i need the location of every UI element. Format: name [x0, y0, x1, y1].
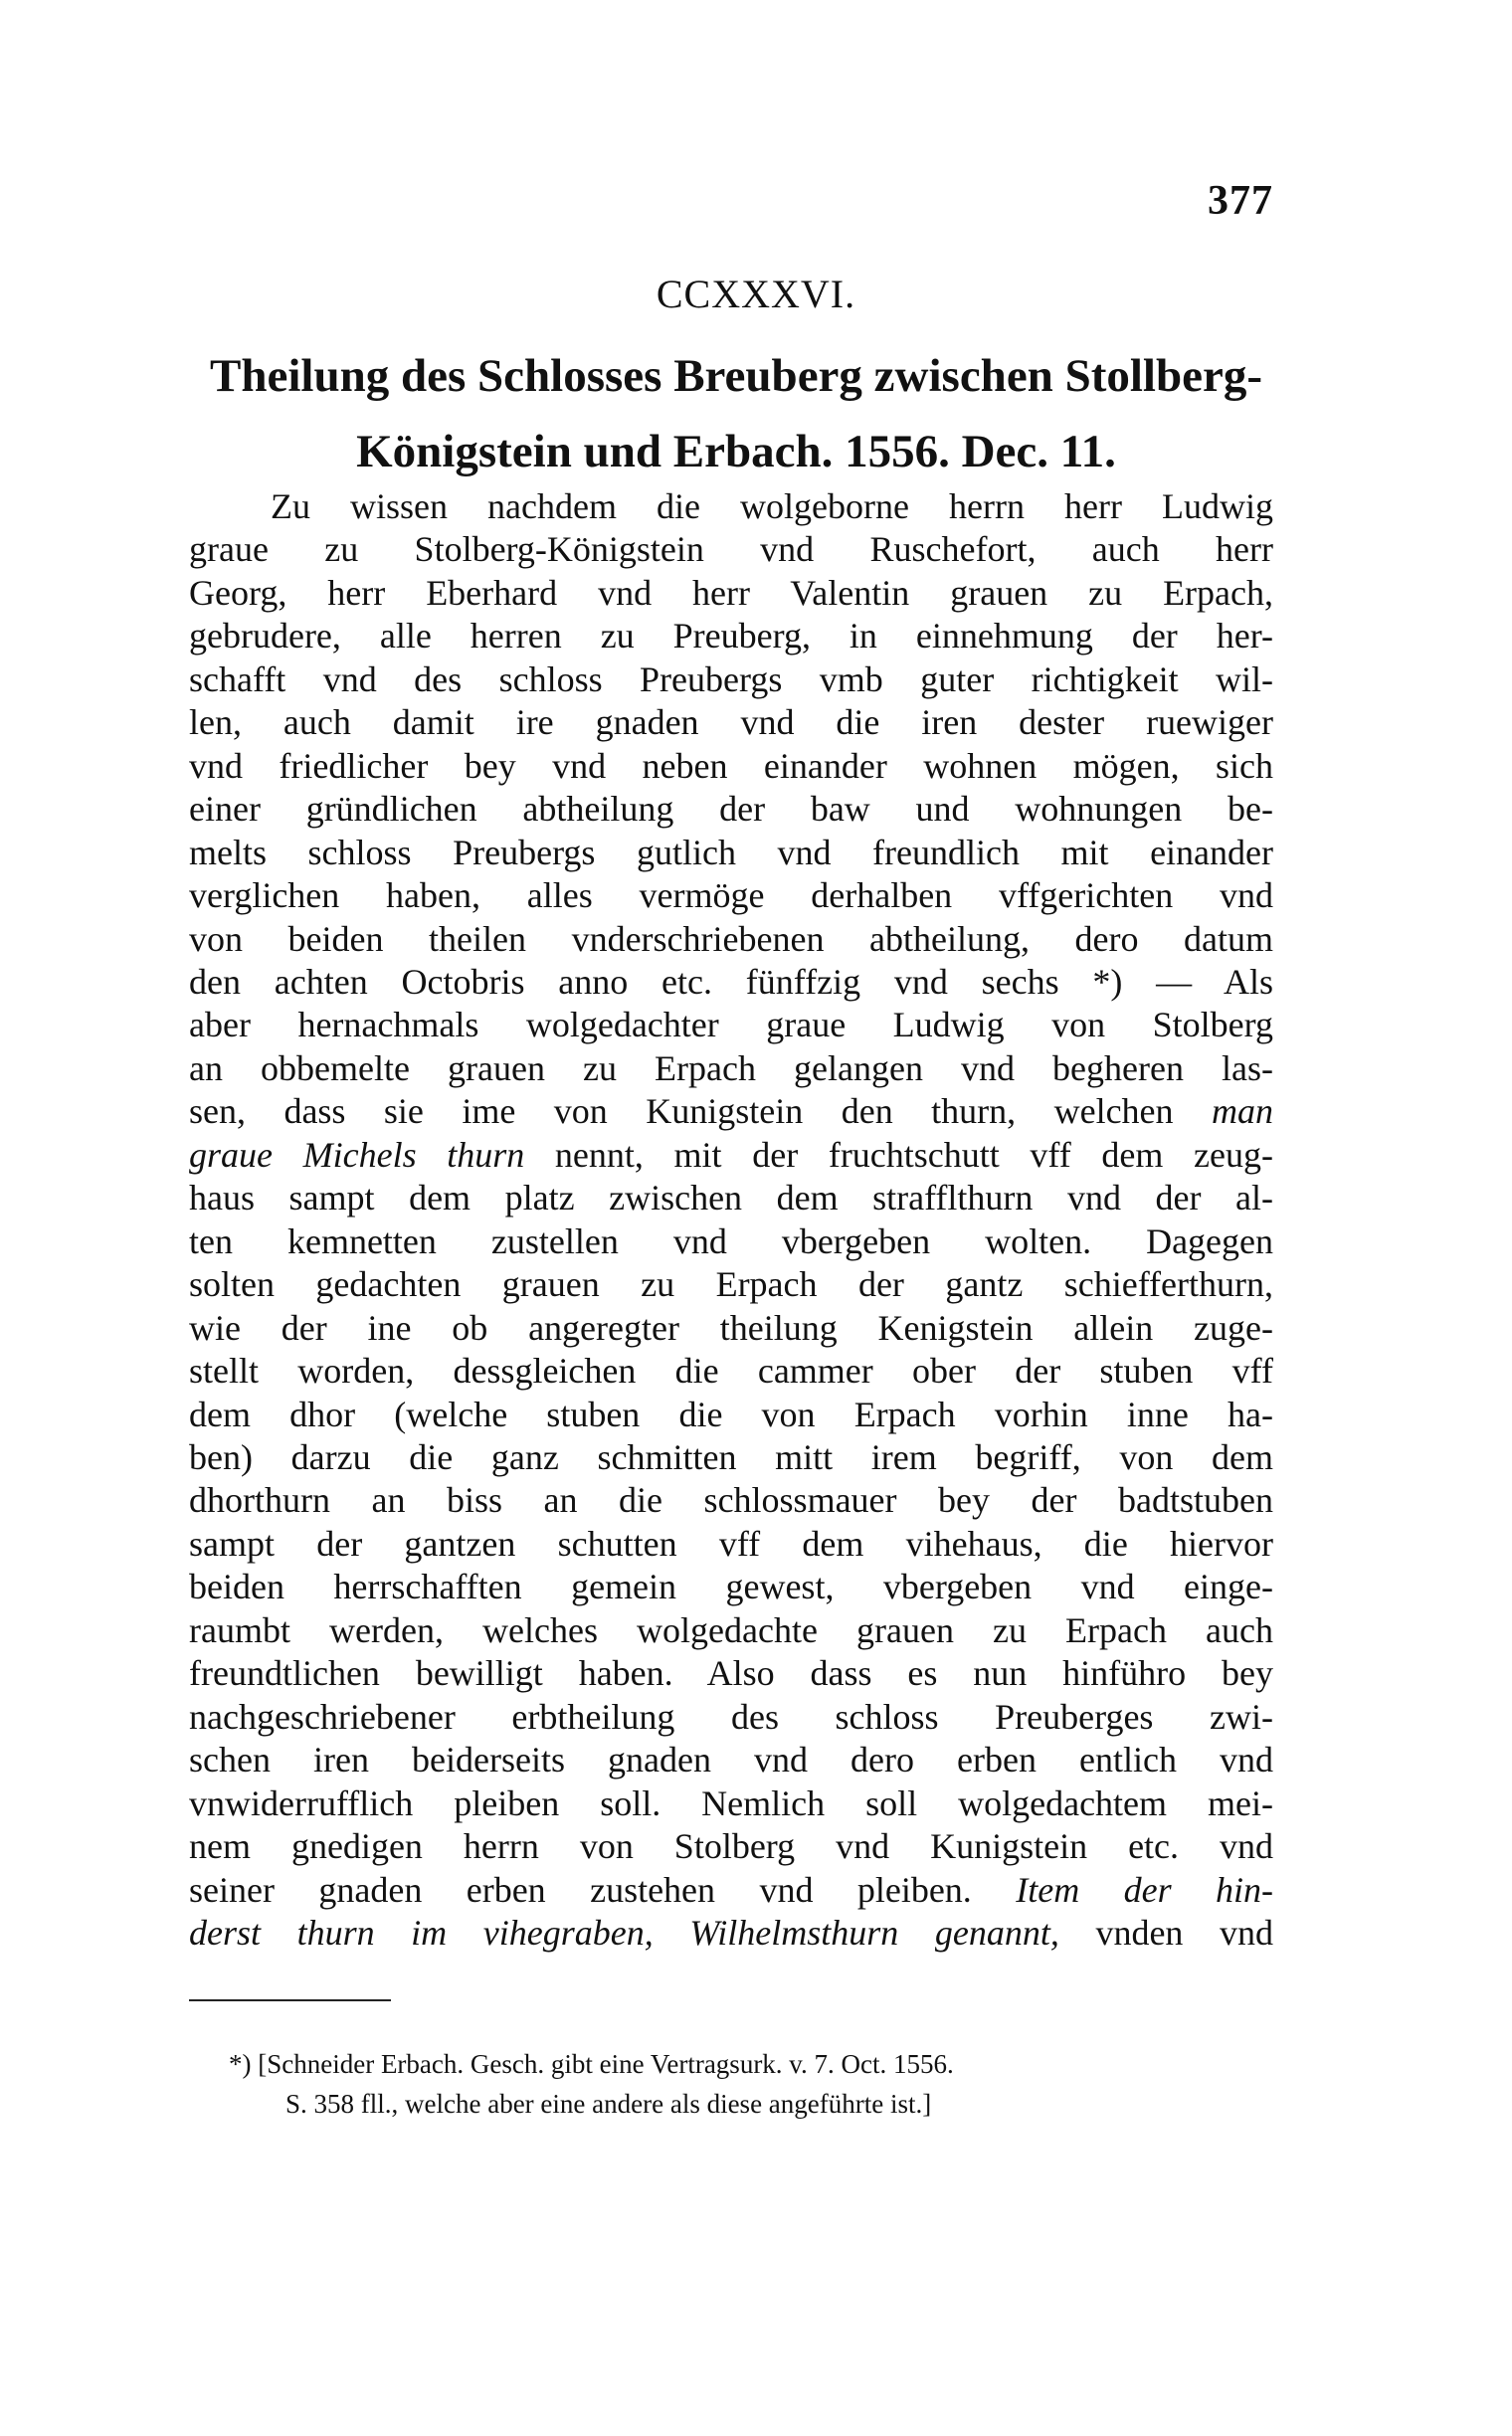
text-line: raumbt werden, welches wolgedachte grauen zu Erpach auch [189, 1609, 1273, 1650]
text-line: an obbemelte grauen zu Erpach gelangen vnd begheren las- [189, 1047, 1273, 1088]
text-line: den achten Octobris anno etc. fünffzig vnd sechs *) — Als [189, 961, 1273, 1002]
document-title [189, 338, 1283, 489]
text-line: dhorthurn an biss an die schlossmauer bey der badtstuben [189, 1480, 1273, 1521]
text-line: vnwiderrufflich pleiben soll. Nemlich soll wolgedachtem mei- [189, 1782, 1273, 1823]
text-line: schafft vnd des schloss Preubergs vmb guter richtigkeit wil- [189, 658, 1273, 699]
text-segment: seiner gnaden erben zustehen vnd pleiben. [189, 1869, 972, 1910]
text-line: beiden herrschafften gemein gewest, vbergeben vnd einge- [189, 1567, 1273, 1607]
footnote-line-2: S. 358 fll., welche aber eine andere als diese angeführte ist.] [285, 2089, 932, 2119]
text-line: nachgeschriebener erbtheilung des schloss Preuberges zwi- [189, 1696, 1273, 1737]
text-line: ben) darzu die ganz schmitten mitt irem begriff, von dem [189, 1436, 1273, 1477]
text-line: verglichen haben, alles vermöge derhalben vffgerichten vnd [189, 875, 1273, 916]
text-line: wie der ine ob angeregter theilung Kenigstein allein zuge- [189, 1307, 1273, 1348]
text-line [189, 1869, 1273, 1912]
text-segment: vnden vnd [1095, 1912, 1274, 1953]
title-line-2: Königstein und Erbach. 1556. Dec. 11. [356, 426, 1116, 477]
text-line: einer gründlichen abtheilung der baw und wohnungen be- [189, 789, 1273, 830]
text-line: gebrudere, alle herren zu Preuberg, in einnehmung der her- [189, 616, 1273, 656]
text-line: ten kemnetten zustellen vnd vbergeben wolten. Dagegen [189, 1220, 1273, 1261]
text-line: von beiden theilen vnderschriebenen abtheilung, dero datum [189, 918, 1273, 959]
italic-segment: man [1212, 1091, 1274, 1132]
text-line [189, 1134, 1273, 1177]
footnote [229, 2044, 1273, 2124]
text-segment: sen, dass sie ime von Kunigstein den thurn, welchen [189, 1091, 1174, 1132]
text-line: vnd friedlicher bey vnd neben einander wohnen mögen, sich [189, 745, 1273, 786]
italic-segment: graue Michels thurn [189, 1134, 525, 1175]
text-line: Georg, herr Eberhard vnd herr Valentin grauen zu Erpach, [189, 572, 1273, 613]
text-segment: nennt, mit der fruchtschutt vff dem zeug- [554, 1134, 1273, 1175]
document-number: CCXXXVI. [656, 272, 856, 316]
text-line: len, auch damit ire gnaden vnd die iren dester ruewiger [189, 702, 1273, 743]
text-line: aber hernachmals wolgedachter graue Ludwig von Stolberg [189, 1005, 1273, 1045]
text-line: melts schloss Preubergs gutlich vnd freundlich mit einander [189, 832, 1273, 872]
text-line: Zu wissen nachdem die wolgeborne herrn herr Ludwig [271, 486, 1273, 526]
text-line: stellt worden, dessgleichen die cammer ober der stuben vff [189, 1351, 1273, 1392]
text-line: sampt der gantzen schutten vff dem vihehaus, die hiervor [189, 1523, 1273, 1564]
text-line: dem dhor (welche stuben die von Erpach vorhin inne ha- [189, 1394, 1273, 1434]
text-line: graue zu Stolberg-Königstein vnd Ruschefort, auch herr [189, 529, 1273, 570]
page-number: 377 [1208, 178, 1273, 224]
footnote-separator [189, 1999, 391, 2001]
footnote-line-1: *) [Schneider Erbach. Gesch. gibt eine Vertragsurk. v. 7. Oct. 1556. [229, 2049, 954, 2079]
text-line: freundtlichen bewilligt haben. Also dass es nun hinführo bey [189, 1653, 1273, 1694]
title-line-1: Theilung des Schlosses Breuberg zwischen Stollberg- [209, 350, 1262, 402]
text-line: solten gedachten grauen zu Erpach der gantz schiefferthurn, [189, 1264, 1273, 1305]
italic-segment: derst thurn im vihegraben, Wilhelmsthurn genannt, [189, 1912, 1059, 1953]
text-line: schen iren beiderseits gnaden vnd dero erben entlich vnd [189, 1740, 1273, 1780]
italic-segment: Item der hin- [1016, 1869, 1273, 1910]
text-line [189, 1912, 1273, 1955]
body-text [189, 485, 1273, 1955]
text-line: haus sampt dem platz zwischen dem strafflthurn vnd der al- [189, 1178, 1273, 1218]
text-line: nem gnedigen herrn von Stolberg vnd Kunigstein etc. vnd [189, 1826, 1273, 1867]
text-line [189, 1090, 1273, 1133]
